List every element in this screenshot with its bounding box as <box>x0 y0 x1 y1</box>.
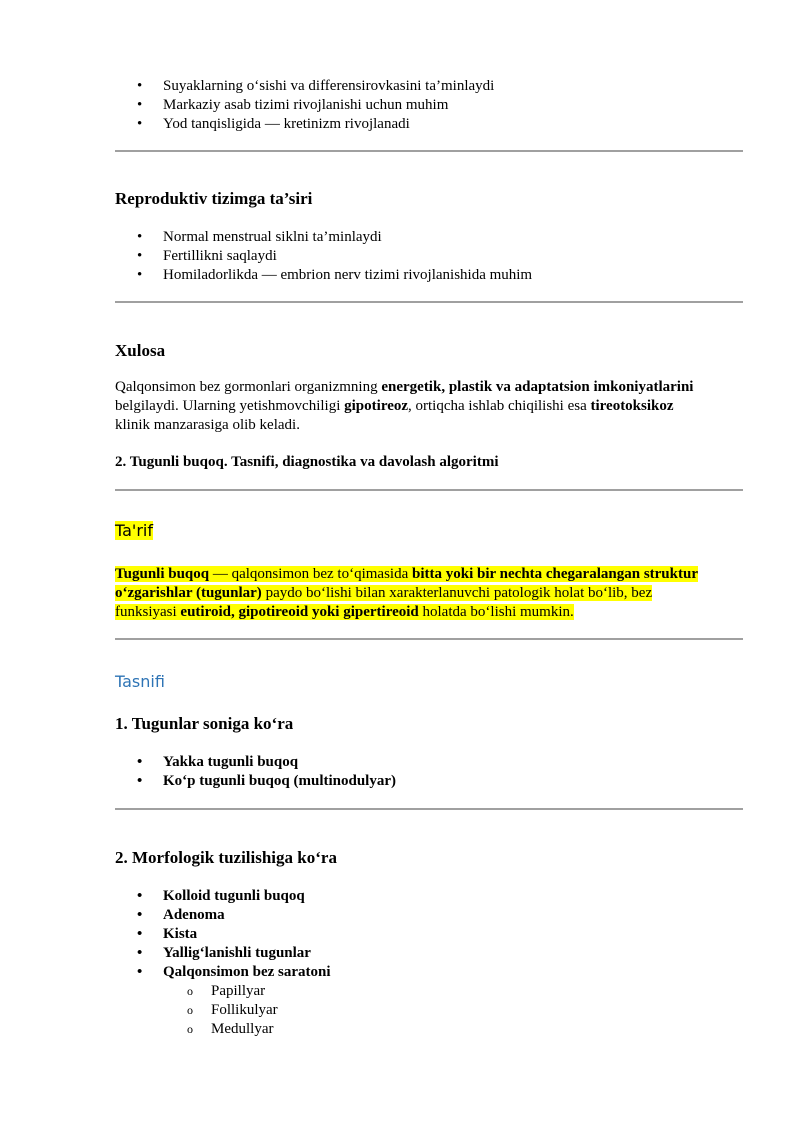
list-item: • Fertillikni saqlaydi <box>137 248 277 264</box>
list-item: • Qalqonsimon bez saratoni <box>137 964 331 980</box>
conclusion-heading: Xulosa <box>115 341 166 360</box>
conclusion-paragraph: Qalqonsimon bez gormonlari organizmning energetik, plastik va adaptatsion imkoniyatlarini belgilaydi. Ularning yetishmovchiligi gipotireoz, ortiqcha ishlab chiqilishi esa tireotoksikoz klinik manzarasiga olib keladi. <box>115 379 694 433</box>
bullet-icon: • <box>137 907 143 923</box>
divider <box>115 638 743 640</box>
circle-bullet-icon: o <box>187 1003 193 1017</box>
classification-heading: Tasnifi <box>115 672 165 691</box>
bullet-icon: • <box>137 945 143 961</box>
circle-bullet-icon: o <box>187 984 193 998</box>
bullet-icon: • <box>137 773 143 789</box>
section-title: 2. Tugunli buqoq. Tasnifi, diagnostika va davolash algoritmi <box>115 454 499 470</box>
list-item: o Follikulyar <box>187 1002 278 1018</box>
list-item: • Yallig‘lanishli tugunlar <box>137 945 311 961</box>
divider <box>115 489 743 491</box>
bullet-icon: • <box>137 248 143 264</box>
list-item: o Papillyar <box>187 983 266 999</box>
bullet-icon: • <box>137 229 143 245</box>
list-item: • Kolloid tugunli buqoq <box>137 888 305 904</box>
morphology-heading: 2. Morfologik tuzilishiga ko‘ra <box>115 848 337 867</box>
list-item: • Adenoma <box>137 907 225 923</box>
morphology-list <box>115 887 331 982</box>
count-list <box>115 753 396 791</box>
bullet-icon: • <box>137 267 143 283</box>
divider <box>115 808 743 810</box>
list-item: • Yod tanqisligida — kretinizm rivojlanadi <box>137 116 410 132</box>
list-item: • Markaziy asab tizimi rivojlanishi uchun muhim <box>137 97 449 113</box>
reproductive-heading: Reproduktiv tizimga ta’siri <box>115 189 313 208</box>
bullet-icon: • <box>137 754 143 770</box>
bullet-icon: • <box>137 926 143 942</box>
list-item: • Normal menstrual siklni ta’minlaydi <box>137 229 382 245</box>
bullet-icon: • <box>137 97 143 113</box>
list-item: • Kista <box>137 926 198 942</box>
thyroid-effects-list <box>115 77 494 134</box>
bullet-icon: • <box>137 888 143 904</box>
divider <box>115 150 743 152</box>
cancer-subtypes-list <box>115 982 278 1039</box>
count-heading: 1. Tugunlar soniga ko‘ra <box>115 714 294 733</box>
list-item: o Medullyar <box>187 1021 274 1037</box>
bullet-icon: • <box>137 116 143 132</box>
definition-heading: Ta'rif <box>115 521 153 540</box>
list-item: • Homiladorlikda — embrion nerv tizimi rivojlanishida muhim <box>137 267 533 283</box>
list-item: • Ko‘p tugunli buqoq (multinodulyar) <box>137 773 396 789</box>
reproductive-list <box>115 228 532 285</box>
bullet-icon: • <box>137 964 143 980</box>
bullet-icon: • <box>137 78 143 94</box>
circle-bullet-icon: o <box>187 1022 193 1036</box>
definition-paragraph: Tugunli buqoq — qalqonsimon bez to‘qimasida bitta yoki bir nechta chegaralangan struktur o‘zgarishlar (tugunlar) paydo bo‘lishi bilan xarakterlanuvchi patologik holat bo‘lib, bez funksiyasi eutiroid, gipotireoid yoki gipertireoid holatda bo‘lishi mumkin. <box>115 566 698 620</box>
divider <box>115 301 743 303</box>
list-item: • Yakka tugunli buqoq <box>137 754 299 770</box>
list-item: • Suyaklarning o‘sishi va differensirovkasini ta’minlaydi <box>137 78 495 94</box>
